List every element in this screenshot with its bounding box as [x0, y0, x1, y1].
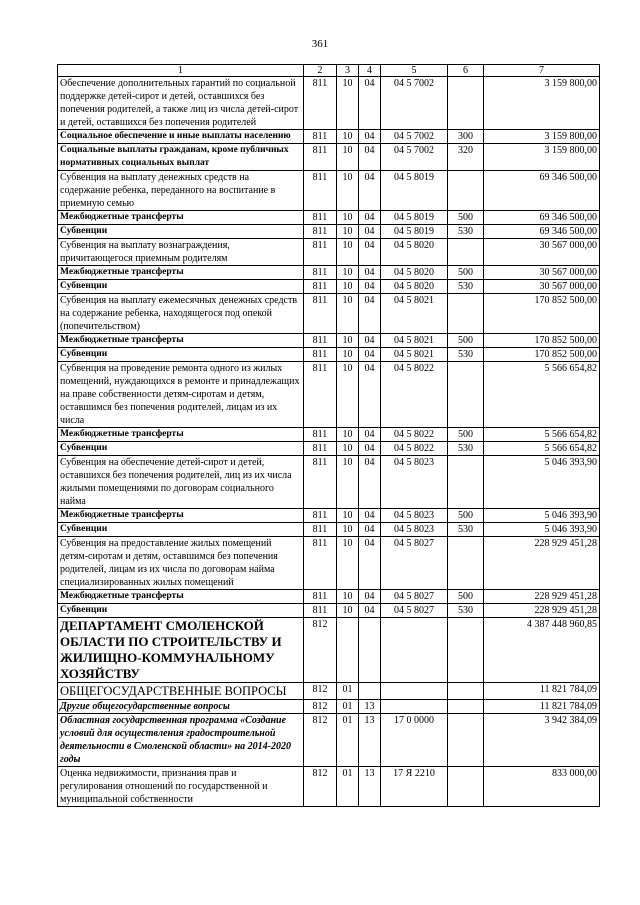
- section-code-cell: 10: [337, 428, 359, 442]
- expense-type-cell: [448, 239, 484, 266]
- subsection-code-cell: 04: [359, 266, 381, 280]
- table-row: [58, 334, 600, 348]
- item-name-cell: Субвенция на проведение ремонта одного из жилых помещений, нуждающихся в ремонте и принадлежащих на праве собственности детям-сиротам и детям, оставшимся без попечения родителей, лицам из их числа: [58, 362, 304, 428]
- table-row: [58, 456, 600, 509]
- table-row: [58, 700, 600, 714]
- target-article-cell: 04 5 8020: [381, 239, 448, 266]
- section-code-cell: 10: [337, 362, 359, 428]
- expense-type-cell: 500: [448, 590, 484, 604]
- subsection-code-cell: 04: [359, 334, 381, 348]
- subsection-code-cell: 04: [359, 428, 381, 442]
- target-article-cell: 04 5 8023: [381, 509, 448, 523]
- item-name-cell: Субвенция на выплату вознаграждения, причитающегося приемным родителям: [58, 239, 304, 266]
- ministry-code-cell: 811: [304, 362, 337, 428]
- table-row: [58, 767, 600, 807]
- section-code-cell: 10: [337, 590, 359, 604]
- table-row: [58, 211, 600, 225]
- item-name-cell: Межбюджетные трансферты: [58, 509, 304, 523]
- table-row: [58, 239, 600, 266]
- header-cell: 7: [484, 65, 600, 77]
- table-row: [58, 683, 600, 700]
- amount-cell: 11 821 784,09: [484, 700, 600, 714]
- section-code-cell: 01: [337, 767, 359, 807]
- table-row: [58, 77, 600, 130]
- header-cell: 5: [381, 65, 448, 77]
- subsection-code-cell: 13: [359, 767, 381, 807]
- item-name-cell: Субвенции: [58, 280, 304, 294]
- expense-type-cell: 530: [448, 442, 484, 456]
- scan-margin-mark: [8, 895, 48, 899]
- ministry-code-cell: 811: [304, 239, 337, 266]
- subsection-code-cell: 13: [359, 714, 381, 767]
- item-name-cell: Субвенции: [58, 442, 304, 456]
- table-row: [58, 266, 600, 280]
- target-article-cell: 04 5 8019: [381, 211, 448, 225]
- item-name-cell: Субвенция на выплату денежных средств на содержание ребенка, переданного на воспитание в приемную семью: [58, 171, 304, 211]
- expense-type-cell: 530: [448, 604, 484, 618]
- expense-type-cell: 500: [448, 509, 484, 523]
- table-row: [58, 604, 600, 618]
- table-row: [58, 171, 600, 211]
- amount-cell: 3 159 800,00: [484, 77, 600, 130]
- expense-type-cell: 500: [448, 334, 484, 348]
- amount-cell: 228 929 451,28: [484, 590, 600, 604]
- expense-type-cell: [448, 537, 484, 590]
- section-code-cell: 10: [337, 604, 359, 618]
- amount-cell: 170 852 500,00: [484, 348, 600, 362]
- target-article-cell: 17 0 0000: [381, 714, 448, 767]
- target-article-cell: 04 5 8019: [381, 225, 448, 239]
- target-article-cell: 04 5 8022: [381, 362, 448, 428]
- amount-cell: 4 387 448 960,85: [484, 618, 600, 683]
- item-name-cell: Областная государственная программа «Создание условий для осуществления градостроительной деятельности в Смоленской области» на 2014-2020 годы: [58, 714, 304, 767]
- subsection-code-cell: 04: [359, 509, 381, 523]
- target-article-cell: 04 5 8020: [381, 266, 448, 280]
- table-row: [58, 348, 600, 362]
- expense-type-cell: [448, 683, 484, 700]
- amount-cell: 69 346 500,00: [484, 171, 600, 211]
- amount-cell: 5 046 393,90: [484, 523, 600, 537]
- amount-cell: 30 567 000,00: [484, 280, 600, 294]
- amount-cell: 170 852 500,00: [484, 334, 600, 348]
- page-number: 361: [311, 38, 329, 50]
- amount-cell: 833 000,00: [484, 767, 600, 807]
- item-name-cell: Субвенции: [58, 348, 304, 362]
- target-article-cell: 04 5 7002: [381, 144, 448, 171]
- ministry-code-cell: 812: [304, 700, 337, 714]
- ministry-code-cell: 811: [304, 294, 337, 334]
- section-code-cell: [337, 618, 359, 683]
- section-code-cell: 10: [337, 144, 359, 171]
- ministry-code-cell: 811: [304, 456, 337, 509]
- target-article-cell: 17 Я 2210: [381, 767, 448, 807]
- expense-type-cell: 300: [448, 130, 484, 144]
- amount-cell: 69 346 500,00: [484, 211, 600, 225]
- subsection-code-cell: 04: [359, 280, 381, 294]
- expense-type-cell: [448, 456, 484, 509]
- ministry-code-cell: 812: [304, 714, 337, 767]
- subsection-code-cell: 04: [359, 130, 381, 144]
- ministry-code-cell: 812: [304, 683, 337, 700]
- ministry-code-cell: 811: [304, 537, 337, 590]
- expense-type-cell: 530: [448, 348, 484, 362]
- section-code-cell: 10: [337, 537, 359, 590]
- subsection-code-cell: 04: [359, 77, 381, 130]
- table-row: [58, 144, 600, 171]
- ministry-code-cell: 811: [304, 523, 337, 537]
- subsection-code-cell: 04: [359, 590, 381, 604]
- table-row: [58, 537, 600, 590]
- item-name-cell: Межбюджетные трансферты: [58, 211, 304, 225]
- item-name-cell: Социальное обеспечение и иные выплаты населению: [58, 130, 304, 144]
- expense-type-cell: 500: [448, 266, 484, 280]
- item-name-cell: Социальные выплаты гражданам, кроме публичных нормативных социальных выплат: [58, 144, 304, 171]
- expense-type-cell: [448, 767, 484, 807]
- expense-type-cell: 530: [448, 280, 484, 294]
- amount-cell: 30 567 000,00: [484, 239, 600, 266]
- amount-cell: 5 566 654,82: [484, 428, 600, 442]
- item-name-cell: Межбюджетные трансферты: [58, 590, 304, 604]
- item-name-cell: ДЕПАРТАМЕНТ СМОЛЕНСКОЙ ОБЛАСТИ ПО СТРОИТЕЛЬСТВУ И ЖИЛИЩНО-КОММУНАЛЬНОМУ ХОЗЯЙСТВУ: [58, 618, 304, 683]
- subsection-code-cell: 04: [359, 456, 381, 509]
- header-cell: 3: [337, 65, 359, 77]
- expense-type-cell: 530: [448, 225, 484, 239]
- expense-type-cell: 500: [448, 428, 484, 442]
- section-code-cell: 10: [337, 334, 359, 348]
- item-name-cell: Межбюджетные трансферты: [58, 334, 304, 348]
- table-row: [58, 428, 600, 442]
- item-name-cell: Субвенция на обеспечение детей-сирот и детей, оставшихся без попечения родителей, лиц из их числа жилыми помещениями по договорам социального найма: [58, 456, 304, 509]
- table-row: [58, 714, 600, 767]
- section-code-cell: 10: [337, 442, 359, 456]
- table-row: [58, 225, 600, 239]
- subsection-code-cell: 04: [359, 523, 381, 537]
- amount-cell: 3 942 384,09: [484, 714, 600, 767]
- ministry-code-cell: 811: [304, 280, 337, 294]
- amount-cell: 5 046 393,90: [484, 509, 600, 523]
- target-article-cell: 04 5 8020: [381, 280, 448, 294]
- amount-cell: 5 046 393,90: [484, 456, 600, 509]
- table-row: [58, 523, 600, 537]
- target-article-cell: 04 5 8019: [381, 171, 448, 211]
- section-code-cell: 10: [337, 523, 359, 537]
- target-article-cell: 04 5 7002: [381, 130, 448, 144]
- target-article-cell: 04 5 8022: [381, 442, 448, 456]
- target-article-cell: [381, 618, 448, 683]
- subsection-code-cell: 04: [359, 442, 381, 456]
- section-code-cell: 10: [337, 266, 359, 280]
- subsection-code-cell: 04: [359, 144, 381, 171]
- amount-cell: 3 159 800,00: [484, 130, 600, 144]
- expense-type-cell: [448, 362, 484, 428]
- expense-type-cell: 500: [448, 211, 484, 225]
- section-code-cell: 10: [337, 239, 359, 266]
- section-code-cell: 01: [337, 683, 359, 700]
- ministry-code-cell: 811: [304, 590, 337, 604]
- subsection-code-cell: 04: [359, 171, 381, 211]
- target-article-cell: 04 5 8023: [381, 456, 448, 509]
- ministry-code-cell: 811: [304, 225, 337, 239]
- ministry-code-cell: 811: [304, 130, 337, 144]
- amount-cell: 5 566 654,82: [484, 362, 600, 428]
- subsection-code-cell: 04: [359, 348, 381, 362]
- table-row: [58, 442, 600, 456]
- target-article-cell: 04 5 8021: [381, 294, 448, 334]
- section-code-cell: 10: [337, 348, 359, 362]
- section-code-cell: 10: [337, 456, 359, 509]
- section-code-cell: 10: [337, 509, 359, 523]
- section-code-cell: 01: [337, 714, 359, 767]
- amount-cell: 3 159 800,00: [484, 144, 600, 171]
- header-cell: 4: [359, 65, 381, 77]
- header-cell: 2: [304, 65, 337, 77]
- expense-type-cell: [448, 294, 484, 334]
- expense-type-cell: 320: [448, 144, 484, 171]
- header-cell: 1: [58, 65, 304, 77]
- section-code-cell: 10: [337, 77, 359, 130]
- ministry-code-cell: 811: [304, 334, 337, 348]
- table-row: [58, 590, 600, 604]
- expense-type-cell: [448, 171, 484, 211]
- item-name-cell: Субвенция на выплату ежемесячных денежных средств на содержание ребенка, находящегося под опекой (попечительством): [58, 294, 304, 334]
- subsection-code-cell: [359, 618, 381, 683]
- amount-cell: 228 929 451,28: [484, 604, 600, 618]
- expense-type-cell: [448, 618, 484, 683]
- table-row: [58, 130, 600, 144]
- target-article-cell: [381, 700, 448, 714]
- subsection-code-cell: [359, 683, 381, 700]
- target-article-cell: 04 5 8023: [381, 523, 448, 537]
- ministry-code-cell: 811: [304, 442, 337, 456]
- target-article-cell: 04 5 7002: [381, 77, 448, 130]
- item-name-cell: Обеспечение дополнительных гарантий по социальной поддержке детей-сирот и детей, оставшихся без попечения родителей, а также лиц из числа детей-сирот и детей, оставшихся без попечения родителей: [58, 77, 304, 130]
- table-header-row: [58, 65, 600, 77]
- target-article-cell: 04 5 8027: [381, 537, 448, 590]
- table-row: [58, 362, 600, 428]
- subsection-code-cell: 04: [359, 294, 381, 334]
- ministry-code-cell: 812: [304, 767, 337, 807]
- section-code-cell: 01: [337, 700, 359, 714]
- subsection-code-cell: 13: [359, 700, 381, 714]
- expense-type-cell: [448, 714, 484, 767]
- target-article-cell: 04 5 8022: [381, 428, 448, 442]
- table-row: [58, 618, 600, 683]
- item-name-cell: Субвенции: [58, 225, 304, 239]
- table-row: [58, 294, 600, 334]
- amount-cell: 69 346 500,00: [484, 225, 600, 239]
- section-code-cell: 10: [337, 130, 359, 144]
- ministry-code-cell: 811: [304, 266, 337, 280]
- amount-cell: 5 566 654,82: [484, 442, 600, 456]
- section-code-cell: 10: [337, 225, 359, 239]
- item-name-cell: Межбюджетные трансферты: [58, 428, 304, 442]
- subsection-code-cell: 04: [359, 225, 381, 239]
- ministry-code-cell: 811: [304, 428, 337, 442]
- section-code-cell: 10: [337, 294, 359, 334]
- section-code-cell: 10: [337, 211, 359, 225]
- ministry-code-cell: 811: [304, 171, 337, 211]
- subsection-code-cell: 04: [359, 239, 381, 266]
- item-name-cell: Другие общегосударственные вопросы: [58, 700, 304, 714]
- target-article-cell: [381, 683, 448, 700]
- amount-cell: 11 821 784,09: [484, 683, 600, 700]
- ministry-code-cell: 811: [304, 604, 337, 618]
- expense-type-cell: [448, 77, 484, 130]
- expense-type-cell: [448, 700, 484, 714]
- item-name-cell: Оценка недвижимости, признания прав и регулирования отношений по государственной и муниципальной собственности: [58, 767, 304, 807]
- ministry-code-cell: 811: [304, 144, 337, 171]
- item-name-cell: Субвенции: [58, 604, 304, 618]
- header-cell: 6: [448, 65, 484, 77]
- item-name-cell: Субвенции: [58, 523, 304, 537]
- target-article-cell: 04 5 8021: [381, 348, 448, 362]
- amount-cell: 228 929 451,28: [484, 537, 600, 590]
- target-article-cell: 04 5 8021: [381, 334, 448, 348]
- subsection-code-cell: 04: [359, 211, 381, 225]
- ministry-code-cell: 811: [304, 77, 337, 130]
- item-name-cell: Субвенция на предоставление жилых помещений детям-сиротам и детям, оставшимся без попечения родителей, лицам из их числа по договорам найма специализированных жилых помещений: [58, 537, 304, 590]
- item-name-cell: ОБЩЕГОСУДАРСТВЕННЫЕ ВОПРОСЫ: [58, 683, 304, 700]
- subsection-code-cell: 04: [359, 537, 381, 590]
- subsection-code-cell: 04: [359, 604, 381, 618]
- budget-table: [57, 64, 600, 807]
- section-code-cell: 10: [337, 280, 359, 294]
- amount-cell: 170 852 500,00: [484, 294, 600, 334]
- table-row: [58, 280, 600, 294]
- target-article-cell: 04 5 8027: [381, 604, 448, 618]
- section-code-cell: 10: [337, 171, 359, 211]
- ministry-code-cell: 812: [304, 618, 337, 683]
- table-row: [58, 509, 600, 523]
- ministry-code-cell: 811: [304, 509, 337, 523]
- ministry-code-cell: 811: [304, 348, 337, 362]
- target-article-cell: 04 5 8027: [381, 590, 448, 604]
- expense-type-cell: 530: [448, 523, 484, 537]
- amount-cell: 30 567 000,00: [484, 266, 600, 280]
- ministry-code-cell: 811: [304, 211, 337, 225]
- item-name-cell: Межбюджетные трансферты: [58, 266, 304, 280]
- subsection-code-cell: 04: [359, 362, 381, 428]
